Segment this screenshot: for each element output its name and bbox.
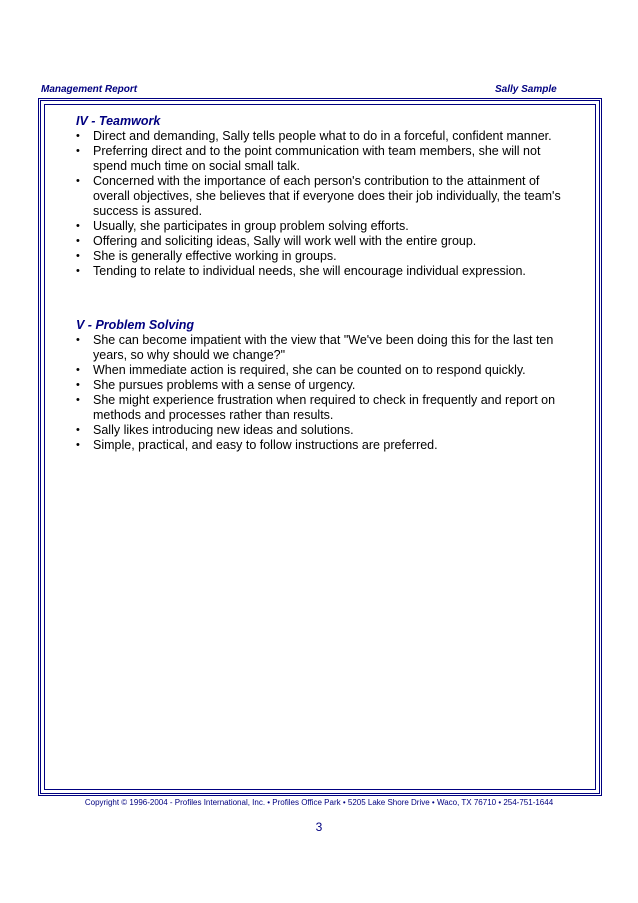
list-item — [76, 144, 576, 174]
list-item — [76, 438, 576, 453]
list-item — [76, 333, 576, 363]
bullet-icon: • — [76, 145, 80, 157]
list-item — [76, 249, 576, 264]
subject-name: Sally Sample — [495, 84, 557, 95]
list-item-text: Usually, she participates in group problem solving efforts. — [93, 219, 409, 233]
bullet-icon: • — [76, 364, 80, 376]
list-item — [76, 219, 576, 234]
bullet-icon: • — [76, 379, 80, 391]
list-item-text: When immediate action is required, she can be counted on to respond quickly. — [93, 363, 526, 377]
bullet-icon: • — [76, 175, 80, 187]
list-item — [76, 393, 576, 423]
problem-solving-list — [76, 333, 576, 453]
bullet-icon: • — [76, 439, 80, 451]
bullet-icon: • — [76, 424, 80, 436]
teamwork-heading: IV - Teamwork — [76, 114, 161, 128]
list-item — [76, 378, 576, 393]
page-number: 3 — [315, 820, 323, 834]
bullet-icon: • — [76, 250, 80, 262]
list-item-text: She is generally effective working in groups. — [93, 249, 337, 263]
list-item-text: Tending to relate to individual needs, she will encourage individual expression. — [93, 264, 526, 278]
bullet-icon: • — [76, 130, 80, 142]
bullet-icon: • — [76, 334, 80, 346]
list-item-text: Direct and demanding, Sally tells people what to do in a forceful, confident manner. — [93, 129, 552, 143]
list-item-text: She pursues problems with a sense of urgency. — [93, 378, 356, 392]
list-item — [76, 264, 576, 279]
list-item-text: Preferring direct and to the point communication with team members, she will not spend much time on social small talk. — [93, 144, 541, 173]
list-item — [76, 174, 576, 219]
list-item — [76, 234, 576, 249]
list-item — [76, 423, 576, 438]
bullet-icon: • — [76, 265, 80, 277]
list-item-text: Concerned with the importance of each person's contribution to the attainment of overall objectives, she believes that if everyone does their job individually, the team's success is assured. — [93, 174, 561, 218]
list-item — [76, 363, 576, 378]
list-item-text: She can become impatient with the view that "We've been doing this for the last ten years, so why should we change?" — [93, 333, 554, 362]
list-item-text: Sally likes introducing new ideas and solutions. — [93, 423, 354, 437]
problem-solving-heading: V - Problem Solving — [76, 318, 195, 332]
bullet-icon: • — [76, 235, 80, 247]
list-item-text: Simple, practical, and easy to follow instructions are preferred. — [93, 438, 438, 452]
bullet-icon: • — [76, 394, 80, 406]
teamwork-section — [76, 113, 576, 279]
report-title: Management Report — [41, 84, 138, 95]
teamwork-list — [76, 129, 576, 279]
list-item-text: She might experience frustration when required to check in frequently and report on methods and processes rather than results. — [93, 393, 556, 422]
list-item — [76, 129, 576, 144]
copyright-footer: Copyright © 1996-2004 - Profiles International, Inc. • Profiles Office Park • 5205 Lake Shore Drive • Waco, TX 76710 • 254-751-1644 — [84, 798, 554, 807]
bullet-icon: • — [76, 220, 80, 232]
list-item-text: Offering and soliciting ideas, Sally will work well with the entire group. — [93, 234, 477, 248]
problem-solving-section — [76, 317, 576, 453]
